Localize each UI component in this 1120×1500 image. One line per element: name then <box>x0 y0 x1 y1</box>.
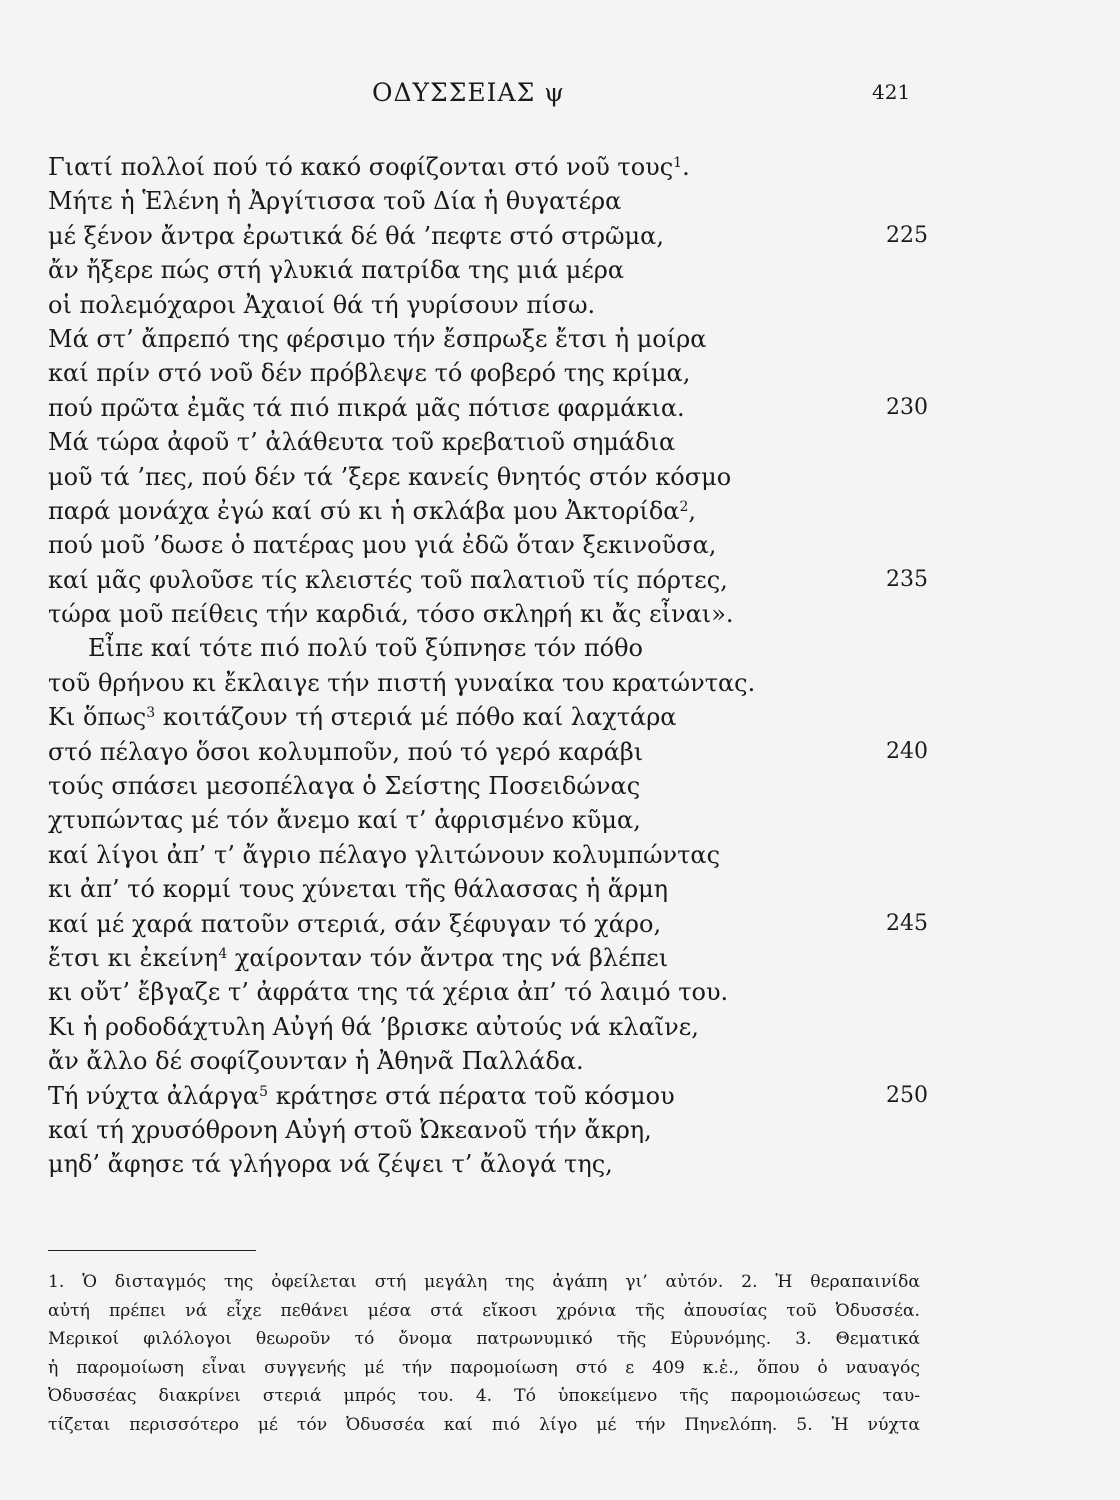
verse-line <box>48 1010 928 1044</box>
verse-line <box>48 803 928 837</box>
line-number: 250 <box>886 1082 928 1108</box>
verse-text <box>48 153 690 181</box>
verse-text-tail: . <box>682 153 690 181</box>
verse-text-main: κι ἀπ’ τό κορμί τους χύνεται τῆς θάλασσας ἡ ἅρμη <box>48 875 669 904</box>
footnote-rule <box>48 1250 256 1251</box>
verse-line <box>48 563 928 597</box>
verse-line <box>48 356 928 390</box>
verse-text-main: τώρα μοῦ πείθεις τήν καρδιά, τόσο σκληρή κι ἄς εἶναι». <box>48 600 734 629</box>
verse-line <box>48 769 928 803</box>
verse-text <box>48 1082 675 1110</box>
verse-text-main: χτυπώντας μέ τόν ἄνεμο καί τ’ ἀφρισμένο κῦμα, <box>48 806 641 835</box>
verse-line <box>48 700 928 734</box>
page-number: 421 <box>872 80 911 104</box>
running-head <box>0 78 1120 108</box>
verse-line <box>48 322 928 356</box>
footnote-line: Ὀδυσσέας διακρίνει στεριά μπρός του. 4. Τό ὑποκείμενο τῆς παρομοιώσεως ταυ- <box>48 1386 920 1407</box>
verse-line <box>48 184 928 218</box>
verse-text-main: τοῦ θρήνου κι ἔκλαιγε τήν πιστή γυναίκα του κρατώντας. <box>48 668 756 697</box>
verse-text <box>48 634 643 662</box>
footnote-marker: 1 <box>673 155 683 171</box>
verse-text-main: μοῦ τά ’πες, πού δέν τά ’ξερε κανείς θνητός στόν κόσμο <box>48 462 732 491</box>
verse-text <box>48 841 720 869</box>
verse-text <box>48 1116 652 1144</box>
verse-text <box>48 187 621 215</box>
verse-text <box>48 566 728 594</box>
verse-text <box>48 806 641 834</box>
verse-line <box>48 666 928 700</box>
verse-line <box>48 425 928 459</box>
verse-line <box>48 219 928 253</box>
footnotes <box>48 1268 920 1440</box>
verse-text <box>48 772 640 800</box>
verse-text-main: καί μέ χαρά πατοῦν στεριά, σάν ξέφυγαν τό χάρο, <box>48 909 662 938</box>
verse-line <box>48 1079 928 1113</box>
footnote-marker: 2 <box>679 498 689 515</box>
line-number: 240 <box>886 738 928 764</box>
footnote-marker: 4 <box>218 945 228 962</box>
verse-text <box>48 256 624 284</box>
verse-text-main: Μήτε ἡ Ἑλένη ἡ Ἀργίτισσα τοῦ Δία ἡ θυγατέρα <box>48 187 622 216</box>
verse-text-tail: κράτησε στά πέρατα τοῦ κόσμου <box>268 1081 675 1110</box>
verse-text-main: καί λίγοι ἀπ’ τ’ ἄγριο πέλαγο γλιτώνουν κολυμπώντας <box>48 840 721 869</box>
verse-text-main: τούς σπάσει μεσοπέλαγα ὁ Σείστης Ποσειδώνας <box>48 772 641 801</box>
verse-block <box>48 150 928 1182</box>
verse-line <box>48 631 928 665</box>
line-number: 245 <box>886 910 928 936</box>
verse-line <box>48 597 928 631</box>
verse-text-main: καί μᾶς φυλοῦσε τίς κλειστές τοῦ παλατιοῦ τίς πόρτες, <box>48 565 728 594</box>
verse-text <box>48 291 595 319</box>
verse-text-main: Κι ὅπως <box>48 703 147 732</box>
footnote-line: Μερικοί φιλόλογοι θεωροῦν τό ὄνομα πατρωνυμικό τῆς Εὐρυνόμης. 3. Θεματικά <box>48 1329 920 1350</box>
footnote-line: 1. Ὁ δισταγμός της ὀφείλεται στή μεγάλη της ἀγάπη γι’ αὐτόν. 2. Ἡ θεραπαινίδα <box>48 1272 920 1292</box>
line-number: 225 <box>886 222 928 248</box>
verse-line <box>48 941 928 975</box>
verse-text-main: κι οὔτ’ ἔβγαζε τ’ ἀφράτα της τά χέρια ἀπ’ τό λαιμό του. <box>48 978 729 1007</box>
verse-text-main: ἄν ἄλλο δέ σοφίζουνταν ἡ Ἀθηνᾶ Παλλάδα. <box>48 1047 584 1076</box>
verse-text-main: πού μοῦ ’δωσε ὁ πατέρας μου γιά ἐδῶ ὅταν ξεκινοῦσα, <box>48 531 717 560</box>
verse-line <box>48 391 928 425</box>
verse-line <box>48 735 928 769</box>
verse-text <box>48 875 668 903</box>
verse-text-main: μηδ’ ἄφησε τά γλήγορα νά ζέψει τ’ ἄλογά της, <box>48 1150 613 1179</box>
verse-text <box>48 1013 699 1041</box>
verse-text <box>48 428 675 456</box>
verse-text-main: ἄν ἤξερε πώς στή γλυκιά πατρίδα της μιά μέρα <box>48 256 625 285</box>
verse-text <box>48 1150 613 1178</box>
verse-line <box>48 1147 928 1181</box>
verse-line <box>48 253 928 287</box>
verse-text <box>48 497 696 525</box>
verse-text-main: Τή νύχτα ἀλάργα <box>48 1081 260 1110</box>
verse-text <box>48 703 677 731</box>
verse-text <box>48 944 668 972</box>
verse-text-main: Κι ἡ ροδοδάχτυλη Αὐγή θά ’βρισκε αὐτούς νά κλαῖνε, <box>48 1012 699 1041</box>
verse-line <box>48 1044 928 1078</box>
line-number: 235 <box>886 566 928 592</box>
verse-text <box>48 359 690 387</box>
verse-text-main: Μά τώρα ἀφοῦ τ’ ἀλάθευτα τοῦ κρεβατιοῦ σημάδια <box>48 428 676 457</box>
verse-text <box>48 222 664 250</box>
verse-text-main: μέ ξένον ἄντρα ἐρωτικά δέ θά ’πεφτε στό στρῶμα, <box>48 221 664 250</box>
verse-text <box>48 910 661 938</box>
verse-text <box>48 600 734 628</box>
verse-text-main: καί τή χρυσόθρονη Αὐγή στοῦ Ὠκεανοῦ τήν ἄκρη, <box>48 1115 652 1144</box>
verse-text-main: στό πέλαγο ὅσοι κολυμποῦν, πού τό γερό καράβι <box>48 737 644 766</box>
verse-text-main: Γιατί πολλοί πού τό κακό σοφίζονται στό νοῦ τους <box>48 153 674 181</box>
verse-line <box>48 460 928 494</box>
verse-text <box>48 531 716 559</box>
footnote-marker: 3 <box>146 705 156 722</box>
verse-text-main: παρά μονάχα ἐγώ καί σύ κι ἡ σκλάβα μου Ἀκτορίδα <box>48 496 680 525</box>
verse-text-main: Εἶπε καί τότε πιό πολύ τοῦ ξύπνησε τόν πόθο <box>88 634 643 663</box>
line-number: 230 <box>886 394 928 420</box>
verse-text-main: καί πρίν στό νοῦ δέν πρόβλεψε τό φοβερό της κρίμα, <box>48 359 691 388</box>
verse-text-tail: κοιτάζουν τή στεριά μέ πόθο καί λαχτάρα <box>155 703 677 732</box>
verse-line <box>48 838 928 872</box>
verse-line <box>48 975 928 1009</box>
verse-text-main: οἱ πολεμόχαροι Ἀχαιοί θά τή γυρίσουν πίσω. <box>48 290 596 319</box>
verse-text-tail: , <box>688 496 697 525</box>
footnote-marker: 5 <box>259 1083 269 1100</box>
verse-text <box>48 1047 584 1075</box>
verse-text-tail: χαίρονταν τόν ἄντρα της νά βλέπει <box>227 943 669 972</box>
verse-text <box>48 325 706 353</box>
verse-text <box>48 978 728 1006</box>
verse-text <box>48 738 643 766</box>
verse-line <box>48 872 928 906</box>
verse-line <box>48 150 928 184</box>
verse-text <box>48 463 731 491</box>
footnote-line: τίζεται περισσότερο μέ τόν Ὀδυσσέα καί πιό λίγο μέ τήν Πηνελόπη. 5. Ἡ νύχτα <box>48 1414 920 1435</box>
verse-line <box>48 528 928 562</box>
page-title: ΟΔΥΣΣΕΙΑΣ ψ <box>372 78 565 107</box>
verse-text <box>48 394 685 422</box>
verse-line <box>48 494 928 528</box>
verse-line <box>48 288 928 322</box>
verse-line <box>48 907 928 941</box>
verse-text <box>48 669 755 697</box>
footnote-line: ἡ παρομοίωση εἶναι συγγενής μέ τήν παρομοίωση στό ε 409 κ.ἑ., ὅπου ὁ ναυαγός <box>48 1357 920 1378</box>
verse-line <box>48 1113 928 1147</box>
verse-text-main: ἔτσι κι ἐκείνη <box>48 943 219 972</box>
verse-text-main: πού πρῶτα ἐμᾶς τά πιό πικρά μᾶς πότισε φαρμάκια. <box>48 393 685 422</box>
verse-text-main: Μά στ’ ἄπρεπό της φέρσιμο τήν ἔσπρωξε ἔτσι ἡ μοίρα <box>48 324 707 353</box>
footnote-line: αὐτή πρέπει νά εἶχε πεθάνει μέσα στά εἴκοσι χρόνια τῆς ἀπουσίας τοῦ Ὀδυσσέα. <box>48 1300 920 1321</box>
